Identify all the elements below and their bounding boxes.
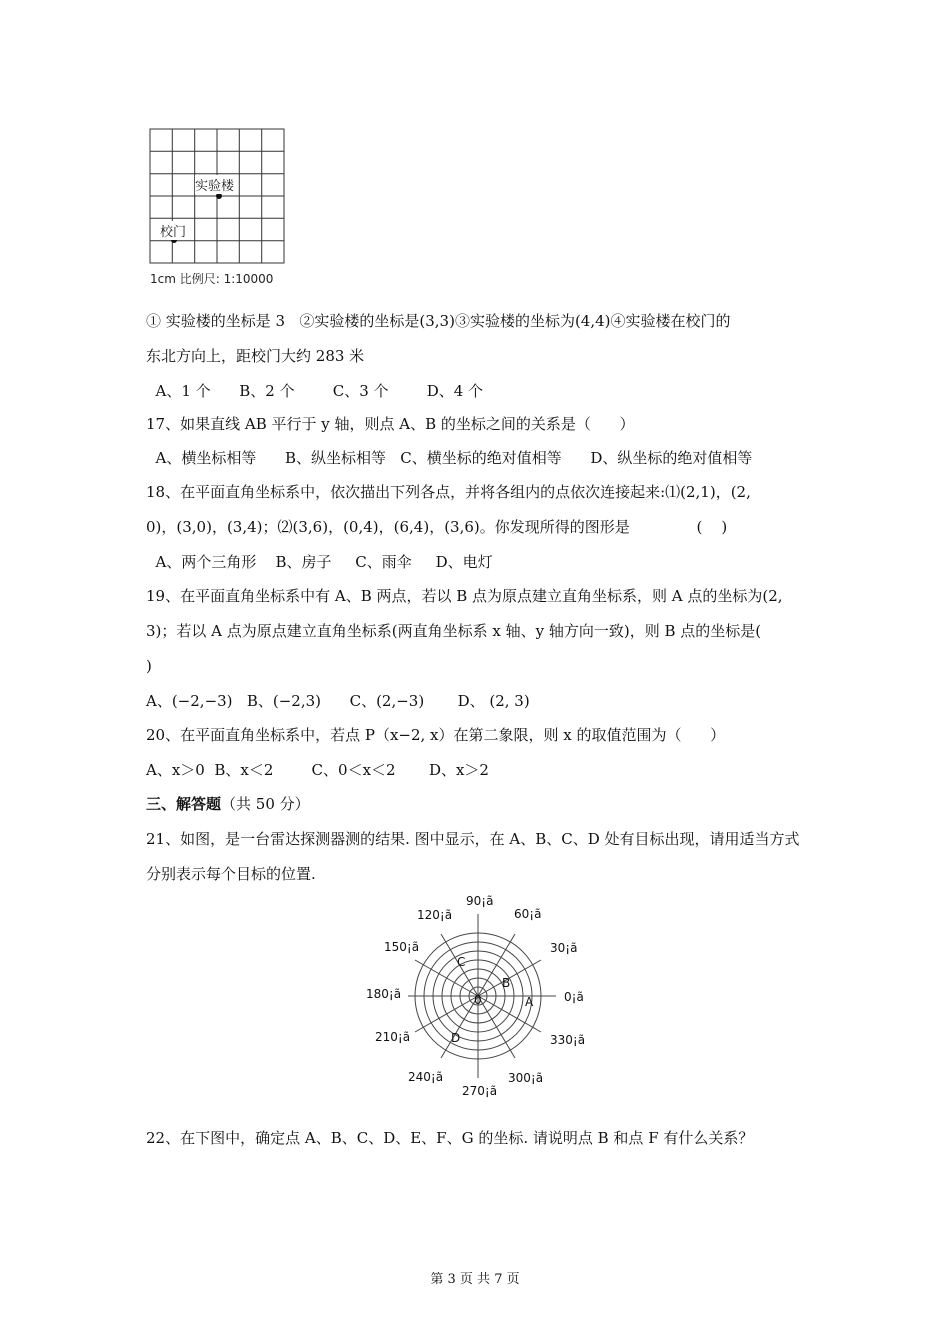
- radar-point-b: B: [502, 976, 511, 990]
- radar-origin-label: 0: [474, 993, 482, 1007]
- radar-label-120: 120¡ã: [417, 908, 453, 922]
- radar-point-d: D: [451, 1031, 461, 1045]
- q19-line2: 3)；若以 A 点为原点建立直角坐标系(两直角坐标系 x 轴、y 轴方向一致)，则 B 点的坐标是(: [146, 622, 762, 640]
- radar-label-150: 150¡ã: [384, 940, 420, 954]
- q21-line2: 分别表示每个目标的位置.: [146, 865, 316, 883]
- section3-heading: [146, 794, 310, 814]
- radar-label-60: 60¡ã: [514, 907, 542, 921]
- q19-options: A、(−2,−3) B、(−2,3) C、(2,−3) D、 (2, 3): [146, 692, 530, 710]
- radar-label-0: 0¡ã: [564, 990, 584, 1004]
- radar-label-300: 300¡ã: [508, 1071, 544, 1085]
- campus-grid-figure: [148, 128, 288, 268]
- scale-label: 1cm 比例尺: 1:10000: [150, 272, 274, 286]
- radar-point-c: C: [457, 955, 466, 969]
- q20-options: A、x＞0 B、x＜2 C、0＜x＜2 D、x＞2: [146, 761, 489, 779]
- radar-label-270: 270¡ã: [462, 1084, 498, 1098]
- q18-line1: 18、在平面直角坐标系中，依次描出下列各点，并将各组内的点依次连接起来:⑴(2,1)，(2,: [146, 483, 751, 501]
- section3-title: 三、解答题: [146, 795, 222, 813]
- q19-line3: ): [146, 657, 152, 675]
- q16-statements-line1: ① 实验楼的坐标是 3 ②实验楼的坐标是(3,3)③实验楼的坐标为(4,4)④实验楼在校门的: [146, 312, 731, 330]
- q18-options: A、两个三角形 B、房子 C、雨伞 D、电灯: [146, 553, 493, 571]
- gate-label: 校门: [160, 221, 186, 240]
- lab-label: 实验楼: [195, 175, 234, 194]
- q16-statements-line2: 东北方向上，距校门大约 283 米: [146, 347, 365, 365]
- radar-label-240: 240¡ã: [408, 1070, 444, 1084]
- section3-score: （共 50 分）: [221, 795, 310, 813]
- radar-label-210: 210¡ã: [375, 1030, 411, 1044]
- q16-options: A、1 个 B、2 个 C、3 个 D、4 个: [146, 382, 484, 400]
- q22-stem: 22、在下图中，确定点 A、B、C、D、E、F、G 的坐标. 请说明点 B 和点 F 有什么关系？: [146, 1129, 754, 1147]
- radar-label-30: 30¡ã: [550, 941, 578, 955]
- radar-label-330: 330¡ã: [550, 1033, 586, 1047]
- q18-line2: 0)，(3,0)，(3,4)；⑵(3,6)，(0,4)，(6,4)，(3,6)。你发现所得的图形是 ( ): [146, 518, 728, 536]
- radar-figure: [360, 892, 600, 1104]
- q17-options: A、横坐标相等 B、纵坐标相等 C、横坐标的绝对值相等 D、纵坐标的绝对值相等: [146, 449, 753, 467]
- q20-stem: 20、在平面直角坐标系中，若点 P（x−2, x）在第二象限，则 x 的取值范围为（ ）: [146, 726, 726, 744]
- q21-line1: 21、如图，是一台雷达探测器测的结果. 图中显示，在 A、B、C、D 处有目标出现，请用适当方式: [146, 830, 800, 848]
- radar-label-180: 180¡ã: [366, 987, 402, 1001]
- radar-label-90: 90¡ã: [466, 894, 494, 908]
- q19-line1: 19、在平面直角坐标系中有 A、B 两点，若以 B 点为原点建立直角坐标系，则 A 点的坐标为(2,: [146, 587, 783, 605]
- page-footer: 第 3 页 共 7 页: [430, 1272, 520, 1287]
- radar-point-a: A: [525, 995, 534, 1009]
- q17-stem: 17、如果直线 AB 平行于 y 轴，则点 A、B 的坐标之间的关系是（ ）: [146, 415, 635, 433]
